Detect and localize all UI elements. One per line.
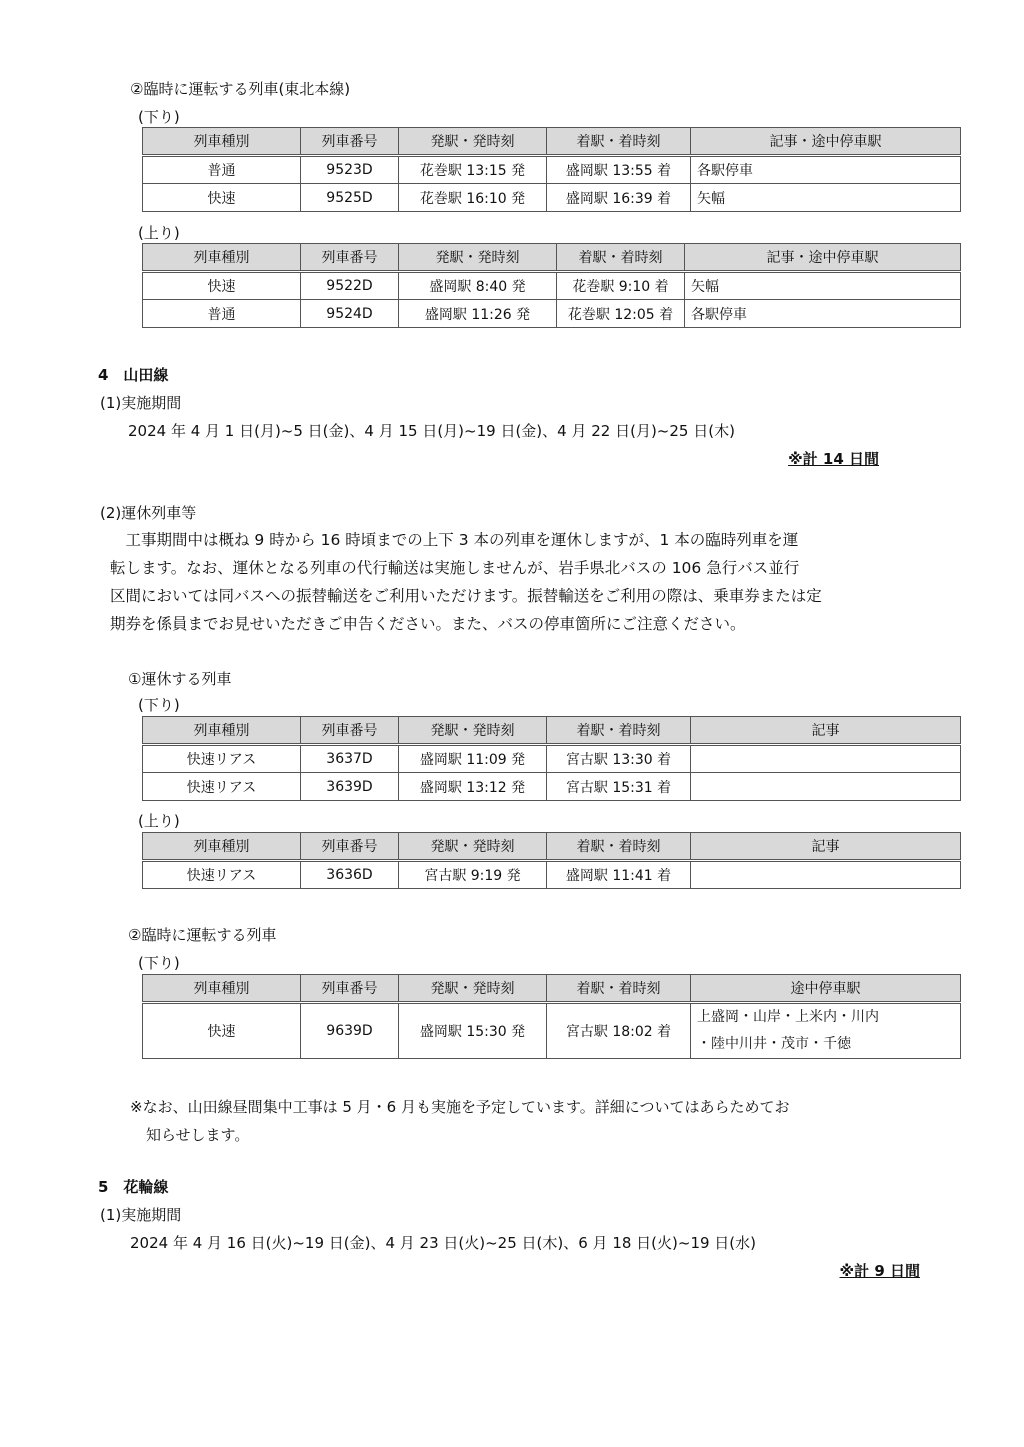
cell-number: 9522D — [301, 272, 399, 300]
cell-type: 普通 — [143, 156, 301, 184]
cell-depart: 盛岡駅 15:30 発 — [399, 1003, 547, 1059]
col-number: 列車番号 — [301, 975, 399, 1003]
cell-depart: 盛岡駅 8:40 発 — [399, 272, 557, 300]
cell-type: 快速リアス — [143, 773, 301, 801]
yamada-cancel-up-label: (上り) — [138, 812, 180, 830]
col-note: 記事・途中停車駅 — [685, 244, 961, 272]
cell-number: 3639D — [301, 773, 399, 801]
col-type: 列車種別 — [143, 128, 301, 156]
col-note: 記事 — [691, 833, 961, 861]
yamada-extra-down-label: (下り) — [138, 954, 180, 972]
yamada-cancel-down-label: (下り) — [138, 696, 180, 714]
yamada-heading: 4 山田線 — [98, 366, 169, 384]
cell-depart: 盛岡駅 11:26 発 — [399, 300, 557, 328]
table-header-row — [143, 975, 961, 1003]
cell-type: 快速 — [143, 1003, 301, 1059]
col-note: 記事・途中停車駅 — [691, 128, 961, 156]
paragraph-line: 転します。なお、運休となる列車の代行輸送は実施しませんが、岩手県北バスの 106 急行バス並行 — [110, 559, 800, 577]
yamada-period-total: ※計 14 日間 — [788, 450, 879, 468]
cell-type: 快速 — [143, 184, 301, 212]
yamada-footnote-line1: ※なお、山田線昼間集中工事は 5 月・6 月も実施を予定しています。詳細についてはあらためてお — [130, 1098, 790, 1116]
col-depart: 発駅・発時刻 — [399, 975, 547, 1003]
col-note: 記事 — [691, 717, 961, 745]
table-row — [143, 156, 961, 184]
cell-note: 矢幅 — [691, 184, 961, 212]
yamada-period-text: 2024 年 4 月 1 日(月)~5 日(金)、4 月 15 日(月)~19 日(金)、4 月 22 日(月)~25 日(木) — [128, 422, 735, 440]
cell-number: 9524D — [301, 300, 399, 328]
yamada-cancel-up-table — [142, 832, 961, 889]
col-number: 列車番号 — [301, 128, 399, 156]
cell-number: 3636D — [301, 861, 399, 889]
stops-line: ・陸中川井・茂市・千徳 — [697, 1036, 851, 1052]
table-header-row — [143, 833, 961, 861]
cell-type: 普通 — [143, 300, 301, 328]
cell-arrive: 盛岡駅 13:55 着 — [547, 156, 691, 184]
cell-type: 快速リアス — [143, 745, 301, 773]
table-row — [143, 861, 961, 889]
yamada-suspend-label: (2)運休列車等 — [100, 504, 197, 522]
col-type: 列車種別 — [143, 244, 301, 272]
cell-arrive: 宮古駅 15:31 着 — [547, 773, 691, 801]
hanawa-period-text: 2024 年 4 月 16 日(火)~19 日(金)、4 月 23 日(火)~25 日(木)、6 月 18 日(火)~19 日(水) — [130, 1234, 757, 1252]
cell-arrive: 盛岡駅 11:41 着 — [547, 861, 691, 889]
col-depart: 発駅・発時刻 — [399, 833, 547, 861]
tohoku-up-table — [142, 243, 961, 328]
cell-note — [691, 861, 961, 889]
cell-arrive: 宮古駅 13:30 着 — [547, 745, 691, 773]
cell-note: 各駅停車 — [691, 156, 961, 184]
cell-arrive: 盛岡駅 16:39 着 — [547, 184, 691, 212]
paragraph-line: 区間においては同バスへの振替輸送をご利用いただけます。振替輸送をご利用の際は、乗車券または定 — [110, 587, 822, 605]
cell-number: 9639D — [301, 1003, 399, 1059]
cell-type: 快速 — [143, 272, 301, 300]
cell-number: 3637D — [301, 745, 399, 773]
yamada-footnote-line2: 知らせします。 — [146, 1126, 250, 1144]
yamada-period-label: (1)実施期間 — [100, 394, 182, 412]
yamada-cancel-title: ①運休する列車 — [128, 670, 232, 688]
table-header-row — [143, 717, 961, 745]
cell-note: 各駅停車 — [685, 300, 961, 328]
cell-number: 9523D — [301, 156, 399, 184]
cell-arrive: 花巻駅 12:05 着 — [557, 300, 685, 328]
tohoku-extra-title: ②臨時に運転する列車(東北本線) — [130, 80, 351, 98]
paragraph-line: 期券を係員までお見せいただきご申告ください。また、バスの停車箇所にご注意ください。 — [110, 615, 746, 633]
col-arrive: 着駅・着時刻 — [547, 975, 691, 1003]
cell-note — [691, 745, 961, 773]
table-header-row — [143, 244, 961, 272]
col-number: 列車番号 — [301, 717, 399, 745]
cell-depart: 盛岡駅 11:09 発 — [399, 745, 547, 773]
col-number: 列車番号 — [301, 833, 399, 861]
col-stops: 途中停車駅 — [691, 975, 961, 1003]
table-header-row — [143, 128, 961, 156]
cell-arrive: 花巻駅 9:10 着 — [557, 272, 685, 300]
cell-stops — [691, 1003, 961, 1059]
table-row — [143, 272, 961, 300]
col-depart: 発駅・発時刻 — [399, 244, 557, 272]
cell-depart: 花巻駅 13:15 発 — [399, 156, 547, 184]
col-arrive: 着駅・着時刻 — [547, 128, 691, 156]
yamada-extra-title: ②臨時に運転する列車 — [128, 926, 277, 944]
paragraph-line: 工事期間中は概ね 9 時から 16 時頃までの上下 3 本の列車を運休しますが、1 本の臨時列車を運 — [110, 531, 799, 549]
yamada-extra-down-table — [142, 974, 961, 1059]
table-row — [143, 184, 961, 212]
cell-depart: 花巻駅 16:10 発 — [399, 184, 547, 212]
hanawa-heading: 5 花輪線 — [98, 1178, 169, 1196]
yamada-cancel-down-table — [142, 716, 961, 801]
cell-number: 9525D — [301, 184, 399, 212]
col-depart: 発駅・発時刻 — [399, 128, 547, 156]
col-arrive: 着駅・着時刻 — [557, 244, 685, 272]
yamada-suspend-paragraph — [110, 526, 950, 638]
col-type: 列車種別 — [143, 717, 301, 745]
tohoku-down-table — [142, 127, 961, 212]
col-depart: 発駅・発時刻 — [399, 717, 547, 745]
table-row — [143, 745, 961, 773]
hanawa-period-total: ※計 9 日間 — [839, 1262, 920, 1280]
cell-type: 快速リアス — [143, 861, 301, 889]
cell-depart: 盛岡駅 13:12 発 — [399, 773, 547, 801]
table-row — [143, 300, 961, 328]
tohoku-down-label: (下り) — [138, 108, 180, 126]
col-number: 列車番号 — [301, 244, 399, 272]
hanawa-period-label: (1)実施期間 — [100, 1206, 182, 1224]
col-arrive: 着駅・着時刻 — [547, 717, 691, 745]
cell-arrive: 宮古駅 18:02 着 — [547, 1003, 691, 1059]
tohoku-up-label: (上り) — [138, 224, 180, 242]
col-type: 列車種別 — [143, 833, 301, 861]
table-row — [143, 1003, 961, 1059]
col-arrive: 着駅・着時刻 — [547, 833, 691, 861]
cell-depart: 宮古駅 9:19 発 — [399, 861, 547, 889]
stops-line: 上盛岡・山岸・上米内・川内 — [697, 1009, 879, 1025]
cell-note: 矢幅 — [685, 272, 961, 300]
table-row — [143, 773, 961, 801]
col-type: 列車種別 — [143, 975, 301, 1003]
cell-note — [691, 773, 961, 801]
